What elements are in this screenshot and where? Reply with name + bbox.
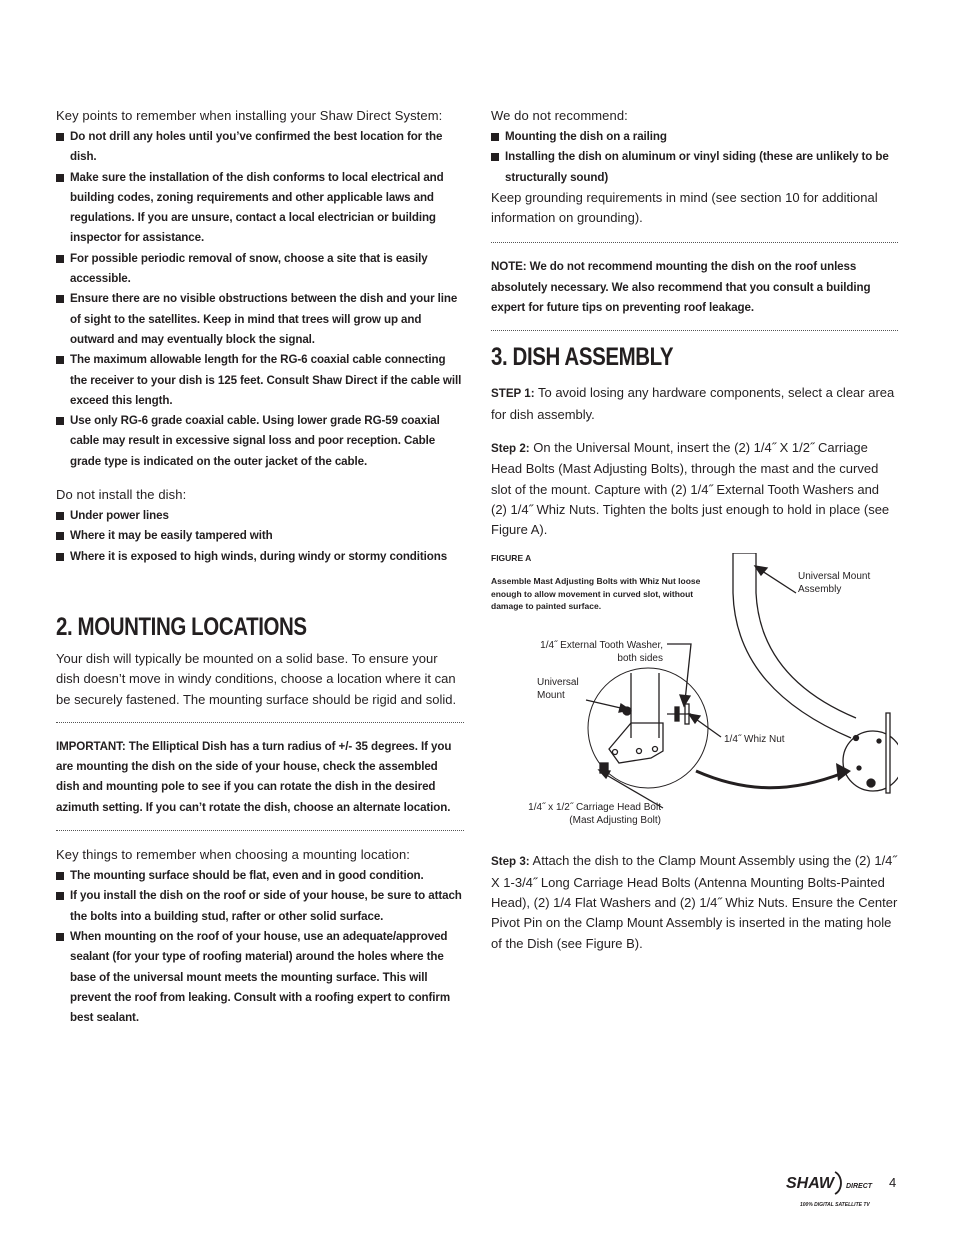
step-2-lead: Step 2: [491,441,530,455]
key-points-list [56,127,464,472]
not-recommend-intro: We do not recommend: [491,108,628,123]
list-item: Where it is exposed to high winds, during windy or stormy conditions [56,547,464,567]
clamp-bracket [843,713,898,793]
mount-diagram [491,553,898,833]
dotted-divider [491,330,898,331]
label-universal-mount-assembly: Universal Mount Assembly [798,571,871,595]
label-universal-mount: Universal Mount [537,677,579,701]
list-item: Under power lines [56,506,464,526]
figure-caption: FIGURE A [491,553,532,564]
step-2 [491,438,898,540]
leader-lines [586,566,796,808]
logo-sub: DIRECT [846,1183,873,1190]
figure-description: Assemble Mast Adjusting Bolts with Whiz Nut loose enough to allow movement in curved slot, without damage to painted surface. [491,576,701,612]
step-3-text: Attach the dish to the Clamp Mount Assembly using the (2) 1/4˝ X 1-3/4˝ Long Carriage Head Bolts (Antenna Mounting Bolts-Painted Head), (2) 1/4 Flat Washers and (2) 1/4˝ Whiz Nuts. Ensure the Center Pivot Pin on the Clamp Mount Assembly is inserted in the mating hole of the Dish (see Figure B). [491,853,898,951]
right-column [491,106,898,967]
list-item: Where it may be easily tampered with [56,526,464,546]
label-carriage-head-bolt: 1/4˝ x 1/2˝ Carriage Head Bolt (Mast Adjusting Bolt) [528,802,661,826]
list-item: Do not drill any holes until you’ve confirmed the best location for the dish. [56,127,464,168]
list-item: For possible periodic removal of snow, choose a site that is easily accessible. [56,249,464,290]
label-external-tooth-washer: 1/4˝ External Tooth Washer, both sides [540,640,663,664]
important-note: IMPORTANT: The Elliptical Dish has a turn radius of +/- 35 degrees. If you are mounting the dish on the side of your house, check the assembled dish and mounting pole to see if you can rotate the dish in the desired azimuth setting. If you can’t rotate the dish, choose an alternate location. [56,739,452,814]
list-item: The maximum allowable length for the RG-6 coaxial cable connecting the receiver to your dish is 125 feet. Consult Shaw Direct if the cable will exceed this length. [56,350,464,411]
list-item: When mounting on the roof of your house, use an adequate/approved sealant (for your type of roofing material) around the holes where the base of the universal mount meets the mounting surface. This will prevent the roof from leaking. Consult with a roofing expert to confirm best sealant. [56,927,464,1028]
list-item: Use only RG-6 grade coaxial cable. Using lower grade RG-59 coaxial cable may result in excessive signal loss and poor reception. Cable grade type is indicated on the outer jacket of the cable. [56,411,464,472]
section-2-title: 2. MOUNTING LOCATIONS [56,612,307,641]
section-2-body: Your dish will typically be mounted on a solid base. To ensure your dish doesn’t move in windy conditions, choose a location where it can be securely fastened. The mounting surface should be rigid and solid. [56,650,457,707]
step-1 [491,383,898,425]
dotted-divider [56,722,464,723]
figure-a [491,553,898,833]
key-things-list [56,866,464,1028]
logo-tagline: 100% DIGITAL SATELLITE TV [800,1202,870,1208]
list-item: If you install the dish on the roof or side of your house, be sure to attach the bolts into a building stud, rafter or other solid surface. [56,886,464,927]
list-item: Make sure the installation of the dish conforms to local electrical and building codes, zoning requirements and other applicable laws and regulations. If you are unsure, contact a local electrician or building inspector for assistance. [56,168,464,249]
list-item: Installing the dish on aluminum or vinyl siding (these are unlikely to be structurally sound) [491,147,898,188]
universal-mount-plate [609,673,663,763]
dotted-divider [491,242,898,243]
dotted-divider [56,830,464,831]
step-3-lead: Step 3: [491,855,530,869]
step-1-lead: STEP 1: [491,387,535,401]
label-whiz-nut: 1/4˝ Whiz Nut [724,734,785,746]
section-3-title: 3. DISH ASSEMBLY [491,343,674,372]
logo-text: SHAW [786,1175,834,1192]
left-column [56,106,464,1028]
list-item: The mounting surface should be flat, even and in good condition. [56,866,464,886]
not-recommend-list [491,127,898,188]
grounding-text: Keep grounding requirements in mind (see section 10 for additional information on grounding). [491,189,878,226]
key-points-intro: Key points to remember when installing your Shaw Direct System: [56,108,443,123]
roof-note: NOTE: We do not recommend mounting the dish on the roof unless absolutely necessary. We also recommend that you consult a building expert for future tips on preventing roof leakage. [491,260,871,315]
do-not-intro: Do not install the dish: [56,487,187,503]
step-2-text: On the Universal Mount, insert the (2) 1/4˝ X 1/2˝ Carriage Head Bolts (Mast Adjusting Bolts), through the mast and the curved slot of the mount. Capture with (2) 1/4˝ External Tooth Washers and (2) 1/4˝ Whiz Nuts. Tighten the bolts just enough to hold in place (see Figure A). [491,439,890,538]
step-1-text: To avoid losing any hardware components, select a clear area for dish assembly. [491,385,895,422]
list-item: Mounting the dish on a railing [491,127,898,147]
page-number: 4 [889,1175,897,1190]
list-item: Ensure there are no visible obstructions between the dish and your line of sight to the satellites. Keep in mind that trees will grow up and outward and may eventually block the signal. [56,289,464,350]
mast-pipe [733,553,856,738]
do-not-list [56,506,464,567]
shaw-direct-logo [780,1166,880,1215]
key-things-intro: Key things to remember when choosing a mounting location: [56,847,411,863]
step-3 [491,851,898,953]
